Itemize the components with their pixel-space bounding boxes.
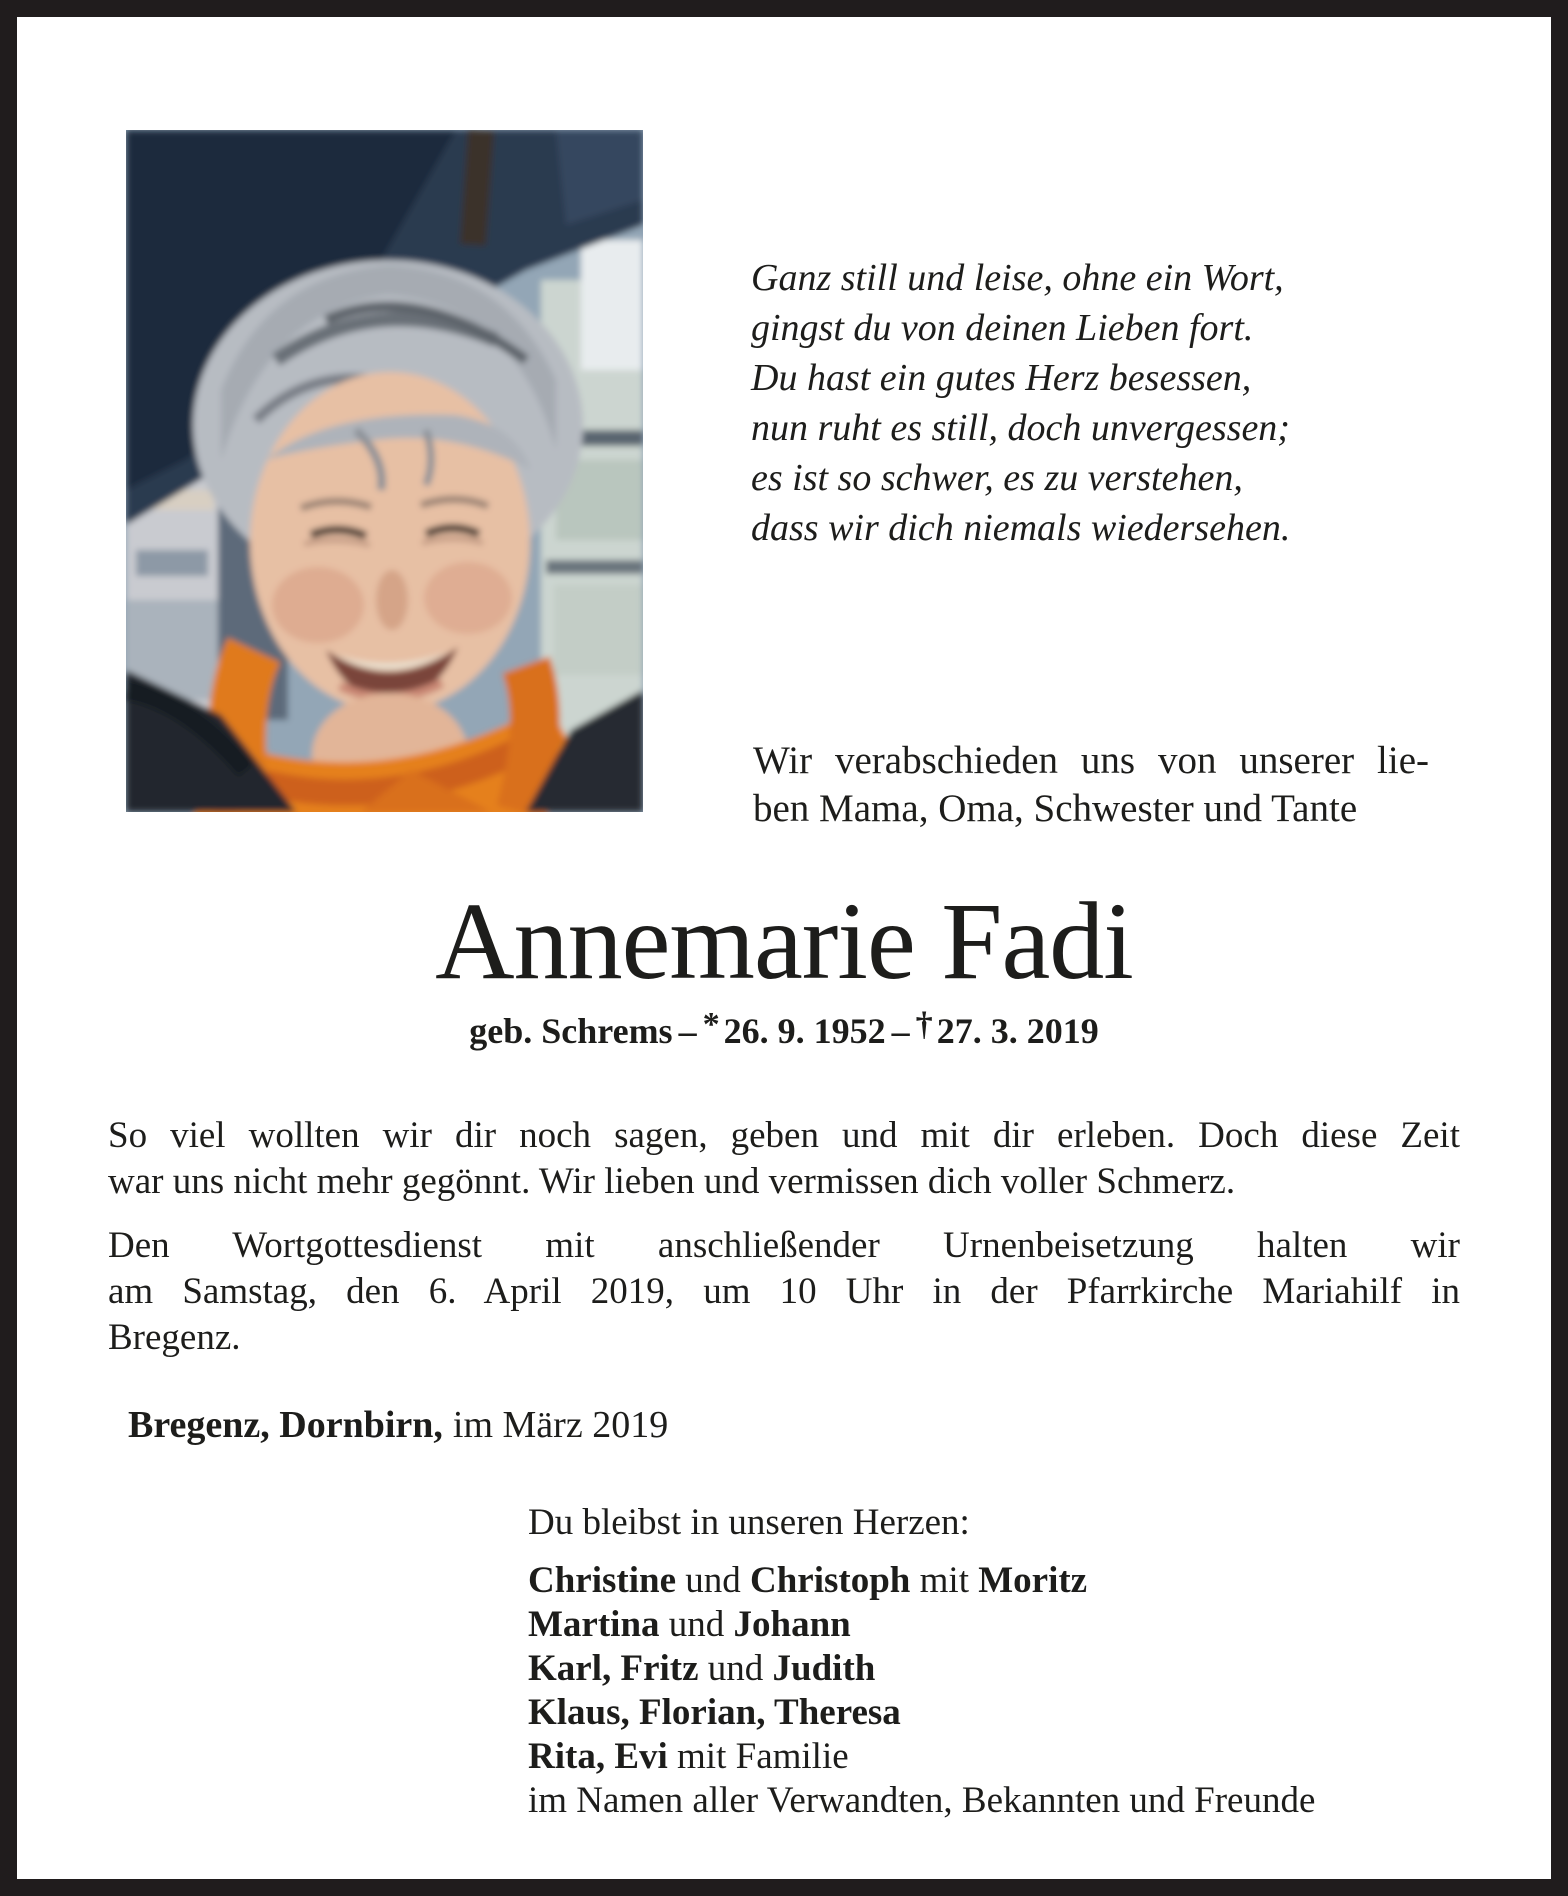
poem-line: gingst du von deinen Lieben fort. — [751, 307, 1254, 349]
mourner-connector: mit — [910, 1560, 979, 1601]
birth-date: 26. 9. 1952 — [723, 1011, 886, 1051]
mourner-connector: und — [659, 1604, 734, 1645]
mourner-name: Moritz — [978, 1560, 1088, 1601]
poem-line: Ganz still und leise, ohne ein Wort, — [751, 257, 1284, 299]
died-symbol: † — [915, 1006, 933, 1043]
farewell-intro-line: ben Mama, Oma, Schwester und Tante — [753, 787, 1358, 830]
body-paragraph-grief — [108, 1113, 1460, 1205]
poem-line: nun ruht es still, doch unvergessen; — [751, 407, 1290, 449]
mourner-name: Karl, Fritz — [528, 1648, 699, 1689]
memorial-poem — [751, 253, 1391, 553]
dateline-date: im März 2019 — [452, 1404, 669, 1446]
mourner-connector: und — [698, 1648, 773, 1689]
mourner-line — [528, 1735, 1528, 1779]
body-paragraph-service — [108, 1223, 1460, 1361]
mourner-name: Christine — [528, 1560, 676, 1601]
poem-line: es ist so schwer, es zu verstehen, — [751, 457, 1243, 499]
deceased-name: Annemarie Fadi — [435, 880, 1133, 1002]
mourner-line — [528, 1603, 1528, 1647]
farewell-intro — [753, 737, 1429, 833]
paragraph-line: Den Wortgottesdienst mit anschließender Urnenbeisetzung halten wir — [108, 1225, 1460, 1266]
mourner-connector: und — [676, 1560, 750, 1601]
farewell-heading: Du bleibst in unseren Herzen: — [528, 1502, 970, 1543]
dateline-places: Bregenz, Dornbirn, — [128, 1404, 443, 1446]
mourner-name: Klaus, Florian, Theresa — [528, 1692, 901, 1733]
dash: – — [678, 1011, 697, 1051]
paragraph-line: So viel wollten wir dir noch sagen, geben und mit dir erleben. Doch diese Zeit — [108, 1115, 1460, 1156]
paragraph-line: am Samstag, den 6. April 2019, um 10 Uhr in der Pfarrkirche Mariahilf in — [108, 1271, 1460, 1312]
mourners-list — [528, 1559, 1528, 1823]
mourner-name: Martina — [528, 1604, 660, 1645]
poem-line: dass wir dich niemals wiedersehen. — [751, 507, 1291, 549]
paragraph-line: war uns nicht mehr gegönnt. Wir lieben und vermissen dich voller Schmerz. — [108, 1161, 1236, 1202]
mourner-connector: im Namen aller Verwandten, Bekannten und Freunde — [528, 1780, 1316, 1821]
mourner-name: Judith — [772, 1648, 876, 1689]
birth-death-line — [17, 1006, 1551, 1055]
portrait-photo — [126, 130, 643, 812]
portrait-photo-art — [126, 130, 643, 812]
mourner-name: Johann — [733, 1604, 851, 1645]
mourner-line — [528, 1779, 1528, 1823]
mourner-name: Rita, Evi — [528, 1736, 668, 1777]
maiden-name: geb. Schrems — [469, 1011, 673, 1051]
death-date: 27. 3. 2019 — [936, 1011, 1099, 1051]
farewell-section — [528, 1501, 1528, 1823]
poem-line: Du hast ein gutes Herz besessen, — [751, 357, 1252, 399]
mourner-connector: mit Familie — [667, 1736, 849, 1777]
mourner-name: Christoph — [750, 1560, 911, 1601]
mourner-line — [528, 1691, 1528, 1735]
farewell-intro-line: Wir verabschieden uns von unserer lie- — [753, 739, 1429, 782]
dateline — [128, 1402, 668, 1448]
mourner-line — [528, 1647, 1528, 1691]
paragraph-line: Bregenz. — [108, 1317, 241, 1358]
mourner-line — [528, 1559, 1528, 1603]
born-symbol: * — [702, 1006, 720, 1043]
dash: – — [891, 1011, 910, 1051]
